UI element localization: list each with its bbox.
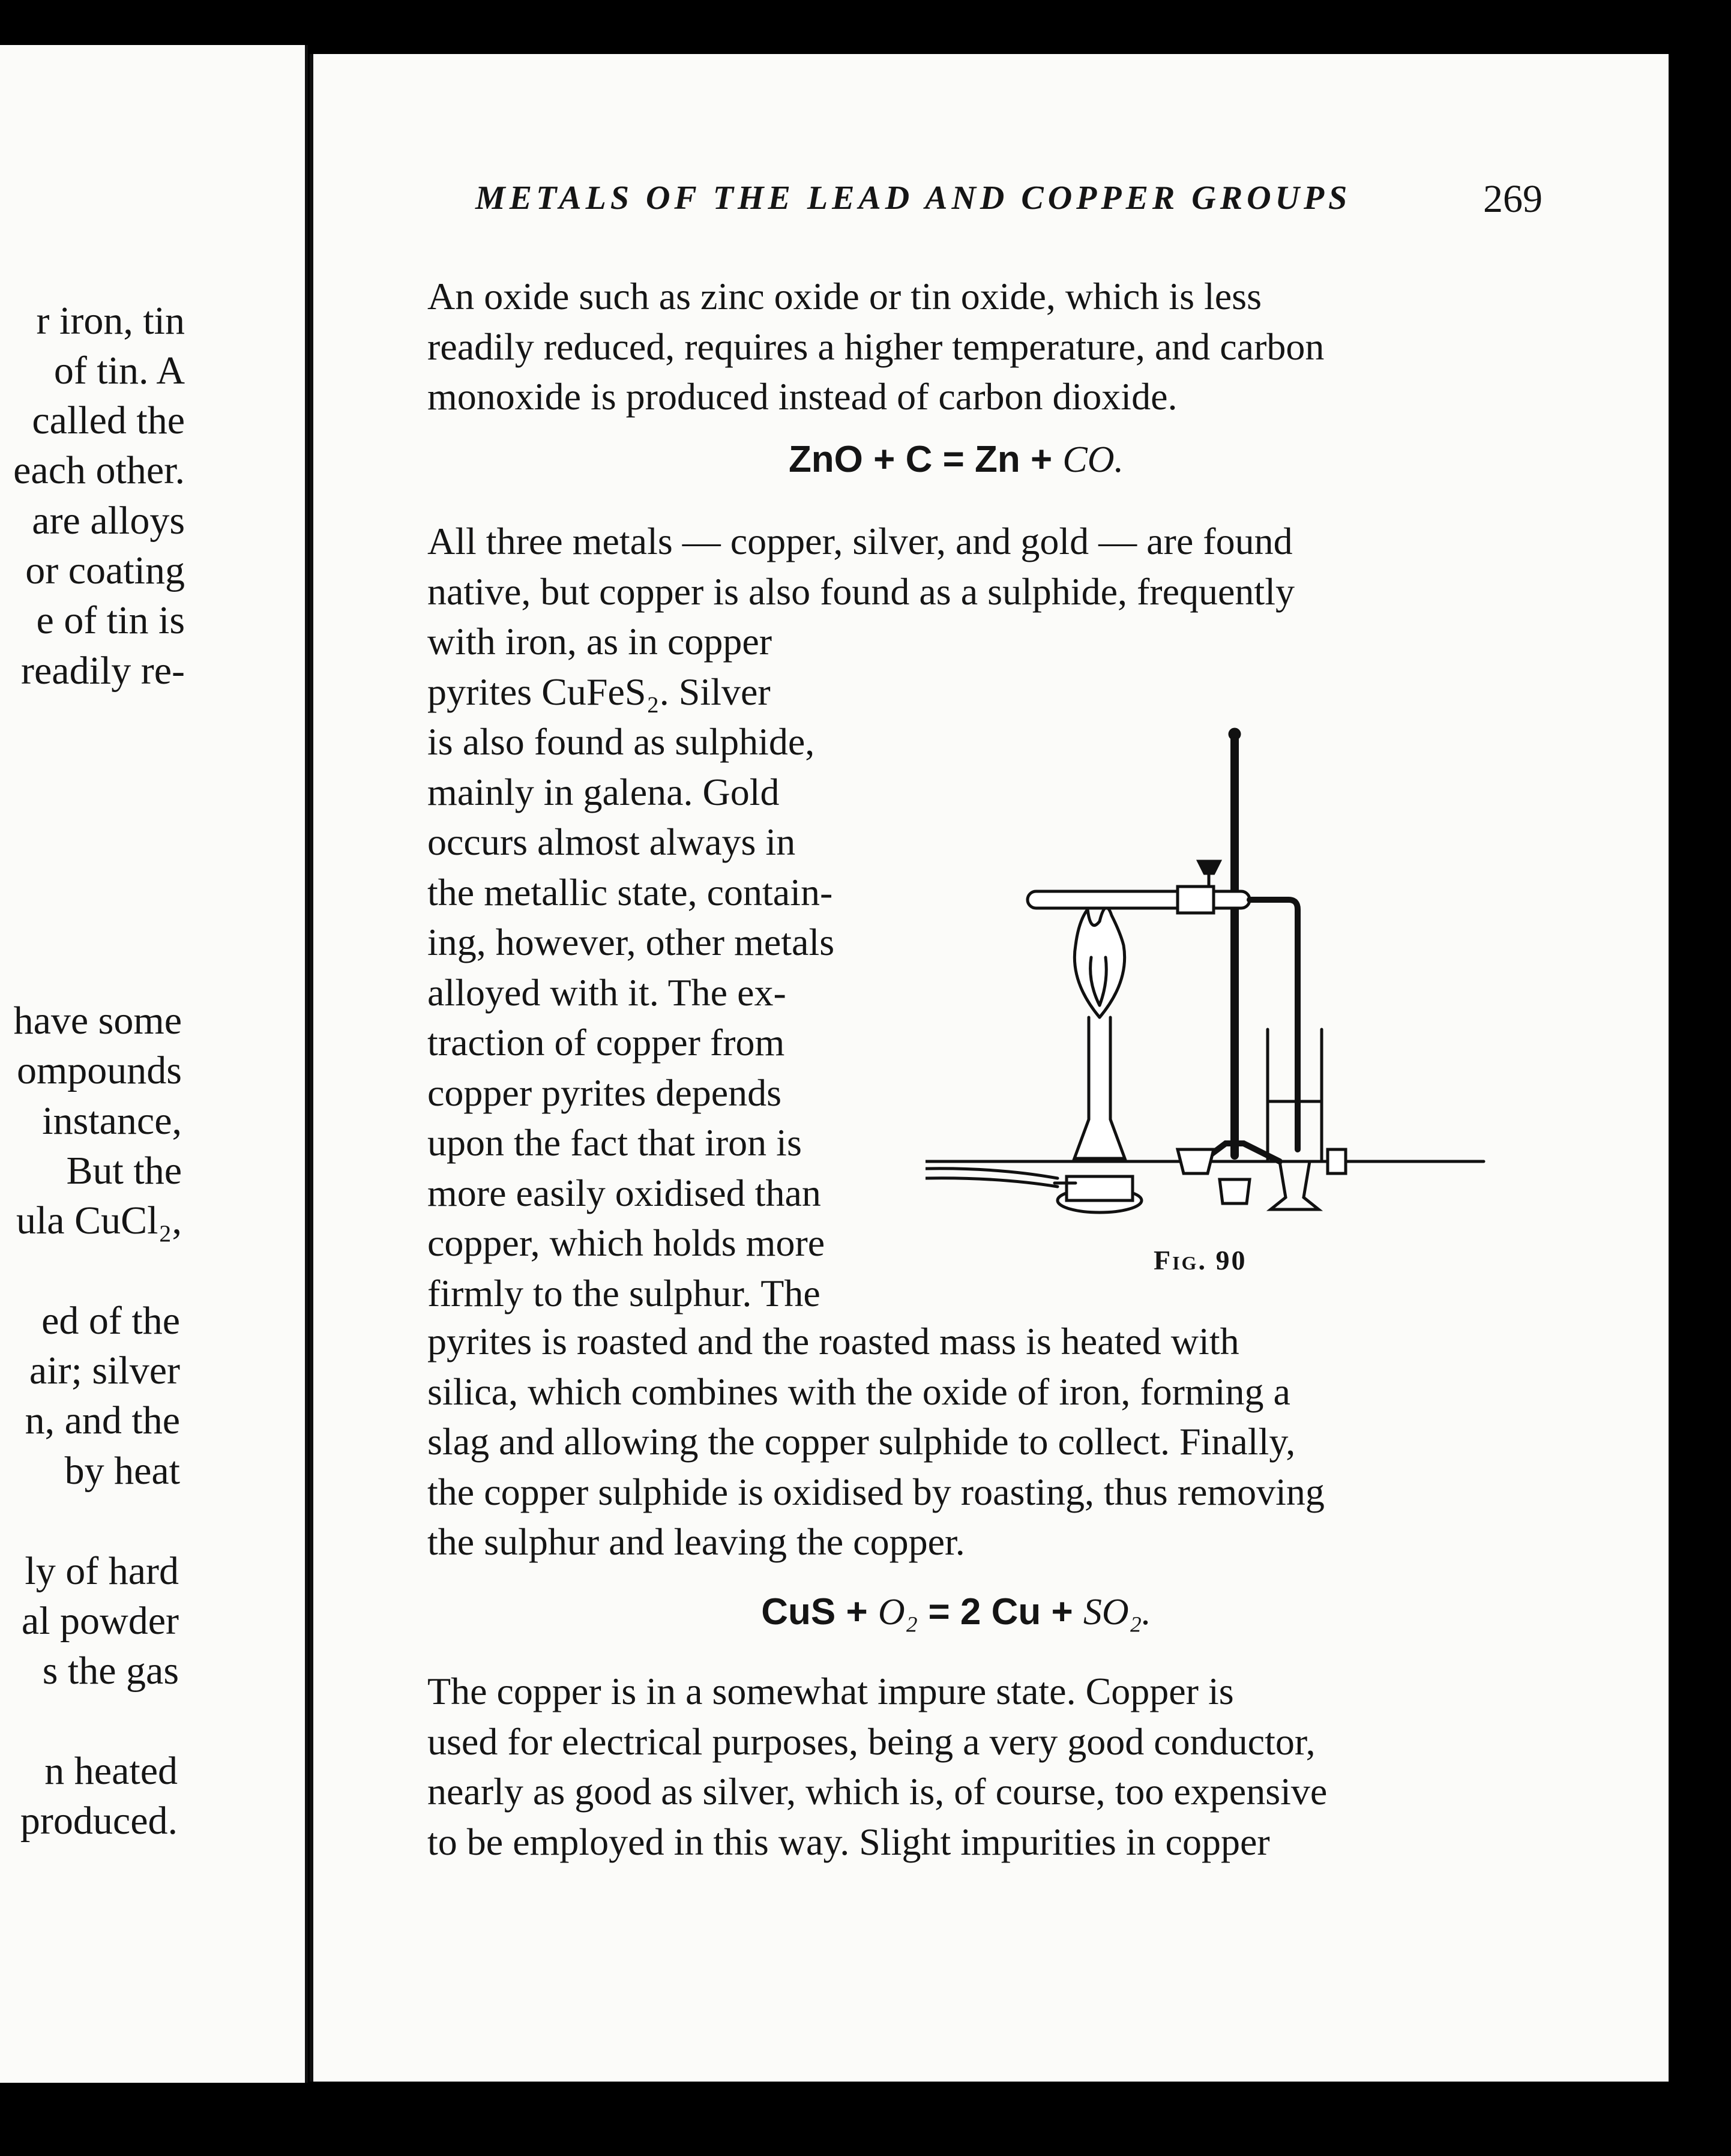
running-header (475, 179, 1543, 227)
right-page (310, 54, 1669, 2082)
text-line: monoxide is produced instead of carbon dioxide. (427, 375, 1178, 418)
text-line: upon the fact that iron is (427, 1121, 802, 1164)
left-line: air; silver (29, 1349, 180, 1393)
text-line: ing, however, other metals (427, 921, 835, 963)
text-line: the sulphur and leaving the copper. (427, 1520, 965, 1563)
text-line: copper, which holds more (427, 1221, 825, 1264)
text-line: mainly in galena. Gold (427, 770, 780, 813)
left-line: by heat (64, 1449, 180, 1493)
left-page (0, 45, 308, 2083)
left-line: produced. (20, 1799, 178, 1843)
page-number: 269 (1483, 177, 1543, 221)
text-line: readily reduced, requires a higher temperature, and carbon (427, 325, 1325, 368)
paragraph-2 (427, 516, 1485, 616)
paragraph-3 (427, 1316, 1485, 1567)
left-line: readily re- (21, 649, 185, 693)
left-line: al powder (21, 1599, 179, 1643)
text-line: slag and allowing the copper sulphide to collect. Finally, (427, 1420, 1296, 1463)
left-line: instance, (42, 1099, 182, 1143)
figure-apparatus (926, 681, 1502, 1281)
text-line: used for electrical purposes, being a very good conductor, (427, 1720, 1316, 1763)
text-line: the metallic state, contain- (427, 870, 833, 914)
text-line: traction of copper from (427, 1021, 785, 1064)
figure-caption: Fig. 90 (1154, 1245, 1247, 1275)
text-line: The copper is in a somewhat impure state. Copper is (427, 1670, 1234, 1712)
left-line: or coating (25, 549, 185, 592)
text-line: copper pyrites depends (427, 1071, 782, 1114)
text-line: is also found as sulphide, (427, 720, 815, 763)
left-line: ed of the (41, 1299, 180, 1343)
paragraph-4 (427, 1666, 1485, 1867)
wrapped-paragraph (427, 616, 914, 1318)
paragraph-1 (427, 271, 1485, 422)
burner-barrel (1074, 1017, 1125, 1158)
left-line: ula CuCl₂, (16, 1199, 182, 1242)
equation-cus: CuS + O₂ = 2 Cu + SO₂. (761, 1591, 1151, 1633)
text-line: nearly as good as silver, which is, of course, too expensive (427, 1770, 1328, 1813)
left-line: ly of hard (25, 1549, 179, 1593)
text-line: native, but copper is also found as a sulphide, frequently (427, 570, 1295, 613)
text-line: the copper sulphide is oxidised by roasting, thus removing (427, 1470, 1325, 1513)
delivery-tube (1250, 900, 1298, 1149)
text-line: pyrites is roasted and the roasted mass is heated with (427, 1320, 1239, 1363)
running-title: METALS OF THE LEAD AND COPPER GROUPS (475, 179, 1352, 217)
text-line: firmly to the sulphur. The (427, 1271, 820, 1314)
left-line: called the (32, 399, 185, 442)
left-line: s the gas (42, 1649, 179, 1693)
text-line: occurs almost always in (427, 821, 796, 863)
left-line: of tin. A (53, 349, 185, 393)
text-line: to be employed in this way. Slight impurities in copper (427, 1820, 1270, 1863)
left-line: n, and the (25, 1399, 180, 1442)
text-line: more easily oxidised than (427, 1171, 821, 1214)
test-tube (1028, 891, 1250, 908)
text-line: alloyed with it. The ex- (427, 971, 786, 1014)
text-line: silica, which combines with the oxide of iron, forming a (427, 1370, 1290, 1413)
text-line: pyrites CuFeS₂. Silver (427, 670, 771, 713)
text-line: All three metals — copper, silver, and gold — are found (427, 520, 1293, 562)
left-line: e of tin is (36, 598, 185, 642)
equation-zno: ZnO + C = Zn + CO. (788, 439, 1124, 480)
left-line: each other. (13, 448, 185, 492)
text-line: with iron, as in copper (427, 620, 772, 663)
left-line: ompounds (16, 1049, 182, 1092)
left-line: r iron, tin (36, 299, 185, 343)
left-line: are alloys (32, 499, 185, 543)
left-line: n heated (44, 1749, 178, 1793)
left-line: have some (13, 999, 182, 1043)
left-line: But the (66, 1149, 182, 1193)
text-line: An oxide such as zinc oxide or tin oxide, which is less (427, 275, 1262, 318)
